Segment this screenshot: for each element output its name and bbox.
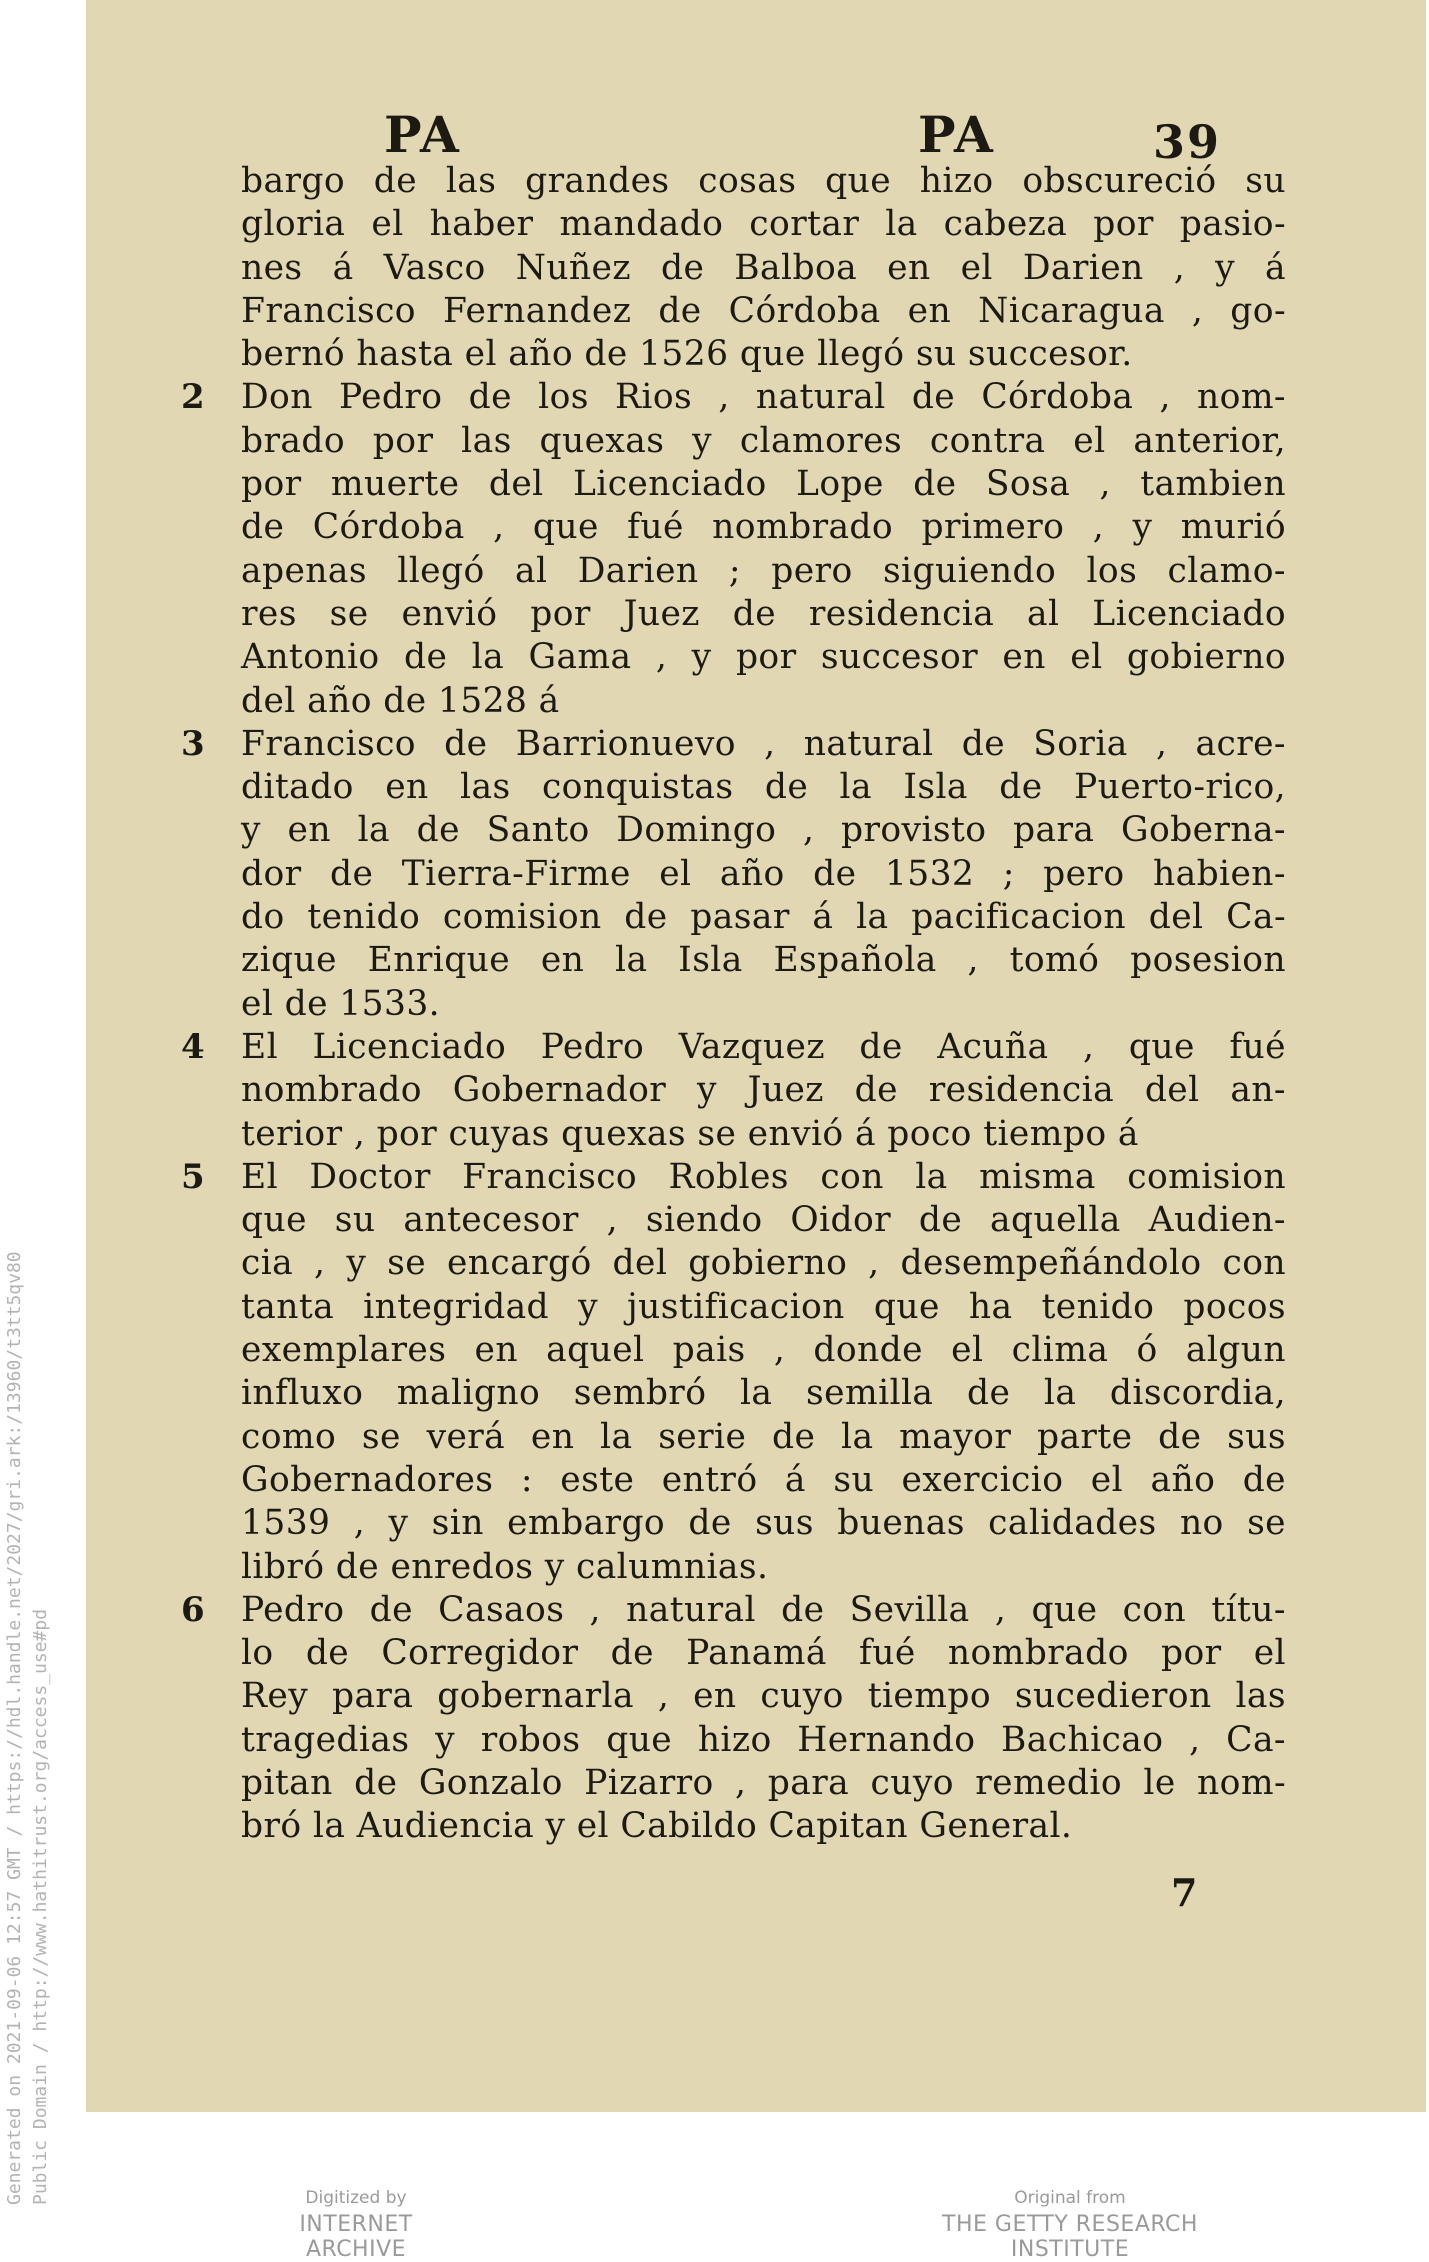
line-text: bró la Audiencia y el Cabildo Capitan General. xyxy=(241,1806,1073,1847)
source-name: THE GETTY RESEARCH INSTITUTE xyxy=(942,2212,1198,2262)
license-note: Public Domain / http://www.hathitrust.org/access_use#pd xyxy=(30,1608,51,2205)
text-line xyxy=(241,1069,1286,1112)
text-line xyxy=(241,203,1286,246)
line-text: Rey para gobernarla , en cuyo tiempo sucedieron las xyxy=(241,1676,1286,1717)
running-head-center: PA xyxy=(918,105,995,164)
text-line xyxy=(241,680,1286,723)
line-text: tragedias y robos que hizo Hernando Bachicao , Ca- xyxy=(241,1719,1286,1760)
line-text: bargo de las grandes cosas que hizo obscureció su xyxy=(241,161,1286,201)
access-watermark xyxy=(0,1090,60,2210)
text-line xyxy=(241,1372,1286,1415)
line-text: influxo maligno sembró la semilla de la discordia, xyxy=(241,1373,1286,1414)
original-from-label: Original from xyxy=(1014,2188,1126,2208)
line-text: 1539 , y sin embargo de sus buenas calidades no se xyxy=(241,1503,1286,1544)
text-line xyxy=(241,1286,1286,1329)
line-text: Antonio de la Gama , y por succesor en el gobierno xyxy=(241,637,1286,678)
text-line xyxy=(241,1113,1286,1156)
line-text: lo de Corregidor de Panamá fué nombrado por el xyxy=(241,1633,1286,1674)
text-line xyxy=(241,160,1286,203)
text-line xyxy=(241,1459,1286,1502)
running-head-left: PA xyxy=(384,105,461,164)
generated-note: Generated on 2021-09-06 12:57 GMT / https://hdl.handle.net/2027/gri.ark:/13960/t3tt5qv80 xyxy=(4,1251,25,2205)
text-line xyxy=(241,1719,1286,1762)
line-text: libró de enredos y calumnias. xyxy=(241,1546,769,1587)
book-page xyxy=(86,0,1426,2112)
catchword: 7 xyxy=(1171,1870,1198,1915)
line-text: El Doctor Francisco Robles con la misma comision xyxy=(241,1156,1286,1197)
line-text: bernó hasta el año de 1526 que llegó su succesor. xyxy=(241,334,1133,375)
line-text: tanta integridad y justificacion que ha tenido pocos xyxy=(241,1286,1286,1327)
line-text: exemplares en aquel pais , donde el clima ó algun xyxy=(241,1330,1286,1371)
text-line xyxy=(241,1805,1286,1848)
line-text: pitan de Gonzalo Pizarro , para cuyo remedio le nom- xyxy=(241,1762,1286,1803)
entry-number: 2 xyxy=(181,377,206,418)
text-line xyxy=(181,1156,1286,1199)
line-text: que su antecesor , siendo Oidor de aquella Audien- xyxy=(241,1200,1286,1241)
line-text: del año de 1528 á xyxy=(241,680,560,721)
source-credit xyxy=(880,2188,1260,2262)
text-line xyxy=(241,1416,1286,1459)
text-line xyxy=(241,1632,1286,1675)
line-text: de Córdoba , que fué nombrado primero , y murió xyxy=(241,507,1286,548)
text-line xyxy=(241,636,1286,679)
line-text: Pedro de Casaos , natural de Sevilla , que con títu- xyxy=(241,1589,1286,1630)
text-line xyxy=(241,1199,1286,1242)
digitizer-credit xyxy=(246,2188,466,2262)
text-line xyxy=(241,1329,1286,1372)
text-line xyxy=(241,506,1286,549)
entry-number: 5 xyxy=(181,1156,206,1197)
line-text: dor de Tierra-Firme el año de 1532 ; pero habien- xyxy=(241,853,1286,894)
entry-number: 3 xyxy=(181,723,206,764)
page-number: 39 xyxy=(1153,115,1222,169)
text-line xyxy=(241,1242,1286,1285)
line-text: Gobernadores : este entró á su exercicio el año de xyxy=(241,1459,1286,1500)
text-line xyxy=(241,1546,1286,1589)
line-text: brado por las quexas y clamores contra el anterior, xyxy=(241,420,1286,461)
text-line xyxy=(241,766,1286,809)
line-text: res se envió por Juez de residencia al Licenciado xyxy=(241,593,1286,634)
entry-number: 4 xyxy=(181,1026,206,1067)
line-text: zique Enrique en la Isla Española , tomó posesion xyxy=(241,940,1286,981)
text-line xyxy=(241,463,1286,506)
text-line xyxy=(241,983,1286,1026)
text-line xyxy=(241,550,1286,593)
digitized-by-label: Digitized by xyxy=(305,2188,407,2208)
line-text: do tenido comision de pasar á la pacificacion del Ca- xyxy=(241,897,1286,938)
line-text: Francisco de Barrionuevo , natural de Soria , acre- xyxy=(241,723,1286,764)
line-text: cia , y se encargó del gobierno , desempeñándolo con xyxy=(241,1243,1286,1284)
line-text: Francisco Fernandez de Córdoba en Nicaragua , go- xyxy=(241,290,1286,331)
line-text: terior , por cuyas quexas se envió á poco tiempo á xyxy=(241,1113,1139,1154)
text-line xyxy=(241,939,1286,982)
text-line xyxy=(241,247,1286,290)
line-text: apenas llegó al Darien ; pero siguiendo los clamo- xyxy=(241,550,1286,591)
text-line xyxy=(181,723,1286,766)
text-line xyxy=(181,376,1286,419)
text-line xyxy=(241,333,1286,376)
text-line xyxy=(241,420,1286,463)
line-text: nombrado Gobernador y Juez de residencia del an- xyxy=(241,1070,1286,1111)
entry-number: 6 xyxy=(181,1589,206,1630)
text-line xyxy=(241,809,1286,852)
line-text: y en la de Santo Domingo , provisto para Goberna- xyxy=(241,810,1286,851)
line-text: nes á Vasco Nuñez de Balboa en el Darien , y á xyxy=(241,247,1286,288)
page-text xyxy=(181,160,1286,1849)
line-text: ditado en las conquistas de la Isla de Puerto-rico, xyxy=(241,767,1286,808)
text-line xyxy=(241,853,1286,896)
line-text: por muerte del Licenciado Lope de Sosa , tambien xyxy=(241,464,1286,505)
text-line xyxy=(241,290,1286,333)
line-text: El Licenciado Pedro Vazquez de Acuña , que fué xyxy=(241,1026,1286,1067)
text-line xyxy=(181,1026,1286,1069)
text-line xyxy=(241,1502,1286,1545)
line-text: gloria el haber mandado cortar la cabeza por pasio- xyxy=(241,204,1286,245)
line-text: Don Pedro de los Rios , natural de Córdoba , nom- xyxy=(241,377,1286,418)
text-line xyxy=(241,1675,1286,1718)
line-text: el de 1533. xyxy=(241,983,441,1024)
text-line xyxy=(241,1762,1286,1805)
line-text: como se verá en la serie de la mayor parte de sus xyxy=(241,1416,1286,1457)
text-line xyxy=(241,896,1286,939)
text-line xyxy=(181,1589,1286,1632)
text-line xyxy=(241,593,1286,636)
digitizer-name: INTERNET ARCHIVE xyxy=(299,2212,413,2262)
